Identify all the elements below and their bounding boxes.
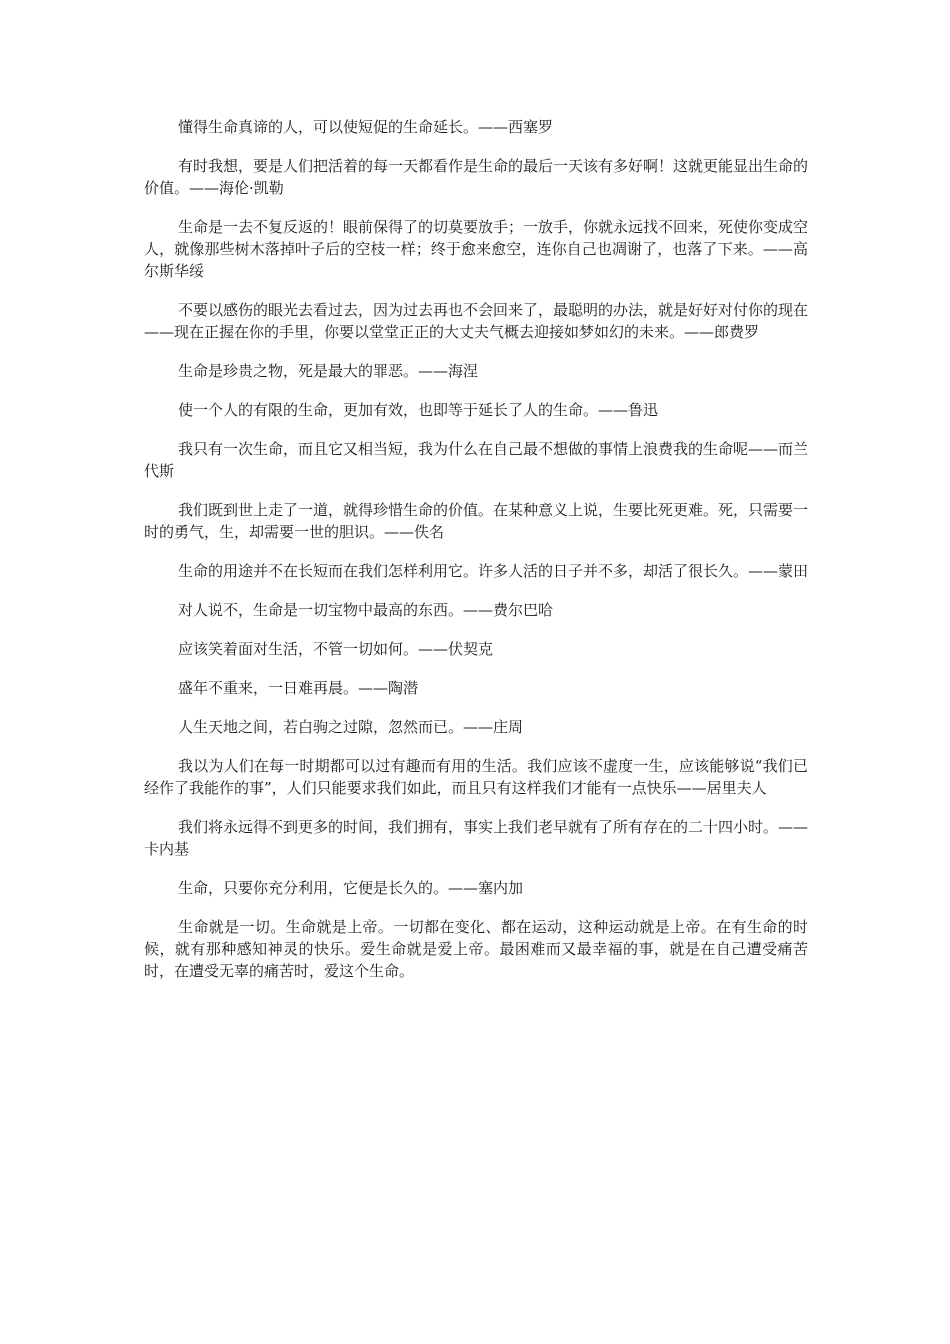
quote-paragraph: 不要以感伤的眼光去看过去，因为过去再也不会回来了，最聪明的办法，就是好好对付你的现在——现在正握在你的手里，你要以堂堂正正的大丈夫气概去迎接如梦如幻的未来。——郎费罗 <box>144 301 809 341</box>
quote-paragraph: 人生天地之间，若白驹之过隙，忽然而已。——庄周 <box>178 718 524 736</box>
quote-paragraph: 生命，只要你充分利用，它便是长久的。——塞内加 <box>178 879 524 897</box>
quote-paragraph: 我只有一次生命，而且它又相当短，我为什么在自己最不想做的事情上浪费我的生命呢——而兰代斯 <box>144 440 809 480</box>
quote-paragraph: 生命是珍贵之物，死是最大的罪恶。——海涅 <box>178 362 479 380</box>
quote-paragraph: 生命的用途并不在长短而在我们怎样利用它。许多人活的日子并不多，却活了很长久。——蒙田 <box>178 562 809 580</box>
quote-paragraph: 对人说不，生命是一切宝物中最高的东西。——费尔巴哈 <box>178 601 554 619</box>
quote-paragraph: 我们将永远得不到更多的时间，我们拥有，事实上我们老早就有了所有存在的二十四小时。——卡内基 <box>144 818 809 858</box>
quote-paragraph: 有时我想，要是人们把活着的每一天都看作是生命的最后一天该有多好啊！这就更能显出生命的价值。——海伦·凯勒 <box>144 157 809 197</box>
quote-paragraph: 我们既到世上走了一道，就得珍惜生命的价值。在某种意义上说，生要比死更难。死，只需要一时的勇气，生，却需要一世的胆识。——佚名 <box>144 501 809 541</box>
quote-paragraph: 盛年不重来，一日难再晨。——陶潜 <box>178 679 419 697</box>
quote-paragraph: 懂得生命真谛的人，可以使短促的生命延长。——西塞罗 <box>178 118 554 136</box>
quote-paragraph: 我以为人们在每一时期都可以过有趣而有用的生活。我们应该不虚度一生，应该能够说“我们已经作了我能作的事”，人们只能要求我们如此，而且只有这样我们才能有一点快乐——居里夫人 <box>144 757 808 797</box>
quote-paragraph: 生命就是一切。生命就是上帝。一切都在变化、都在运动，这种运动就是上帝。在有生命的时候，就有那种感知神灵的快乐。爱生命就是爱上帝。最困难而又最幸福的事，就是在自己遭受痛苦时，在遭受无辜的痛苦时，爱这个生命。 <box>144 918 808 980</box>
quote-paragraph: 使一个人的有限的生命，更加有效，也即等于延长了人的生命。——鲁迅 <box>178 401 659 419</box>
quote-paragraph: 生命是一去不复反返的！眼前保得了的切莫要放手；一放手，你就永远找不回来，死使你变成空人，就像那些树木落掉叶子后的空枝一样；终于愈来愈空，连你自己也凋谢了，也落了下来。——高尔斯华绥 <box>144 218 809 280</box>
document-body <box>144 116 808 999</box>
quote-paragraph: 应该笑着面对生活，不管一切如何。——伏契克 <box>178 640 494 658</box>
